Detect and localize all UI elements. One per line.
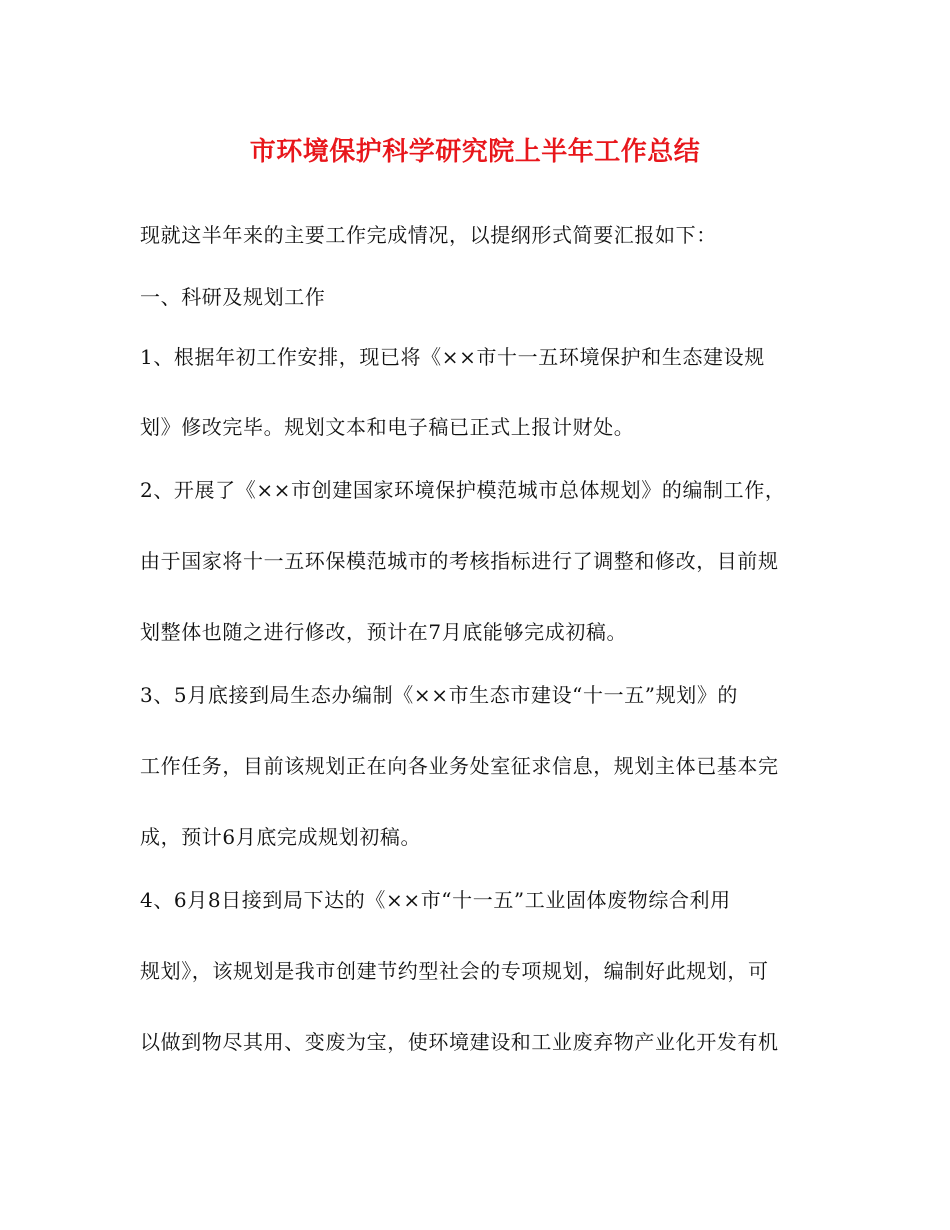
document-title: 市环境保护科学研究院上半年工作总结 — [249, 137, 701, 167]
paragraph-line: 4、6月8日接到局下达的《××市“十一五”工业固体废物综合利用 — [140, 888, 731, 912]
paragraph-line: 由于国家将十一五环保模范城市的考核指标进行了调整和修改，目前规 — [140, 549, 779, 573]
paragraph-line: 以做到物尽其用、变废为宝，使环境建设和工业废弃物产业化开发有机 — [140, 1030, 779, 1054]
paragraph-line: 2、开展了《××市创建国家环境保护模范城市总体规划》的编制工作， — [140, 478, 786, 502]
section-heading: 一、科研及规划工作 — [140, 285, 326, 309]
paragraph-line: 3、5月底接到局生态办编制《××市生态市建设“十一五”规划》的 — [140, 683, 739, 707]
paragraph-line: 成，预计6月底完成规划初稿。 — [140, 825, 422, 849]
paragraph-line: 划整体也随之进行修改，预计在7月底能够完成初稿。 — [140, 620, 628, 644]
paragraph-line: 工作任务，目前该规划正在向各业务处室征求信息，规划主体已基本完 — [140, 754, 779, 778]
paragraph-line: 现就这半年来的主要工作完成情况，以提纲形式简要汇报如下： — [140, 223, 717, 247]
paragraph-line: 划》修改完毕。规划文本和电子稿已正式上报计财处。 — [140, 415, 635, 439]
paragraph-line: 规划》，该规划是我市创建节约型社会的专项规划，编制好此规划，可 — [140, 959, 769, 983]
paragraph-line: 1、根据年初工作安排，现已将《××市十一五环境保护和生态建设规 — [140, 345, 765, 369]
